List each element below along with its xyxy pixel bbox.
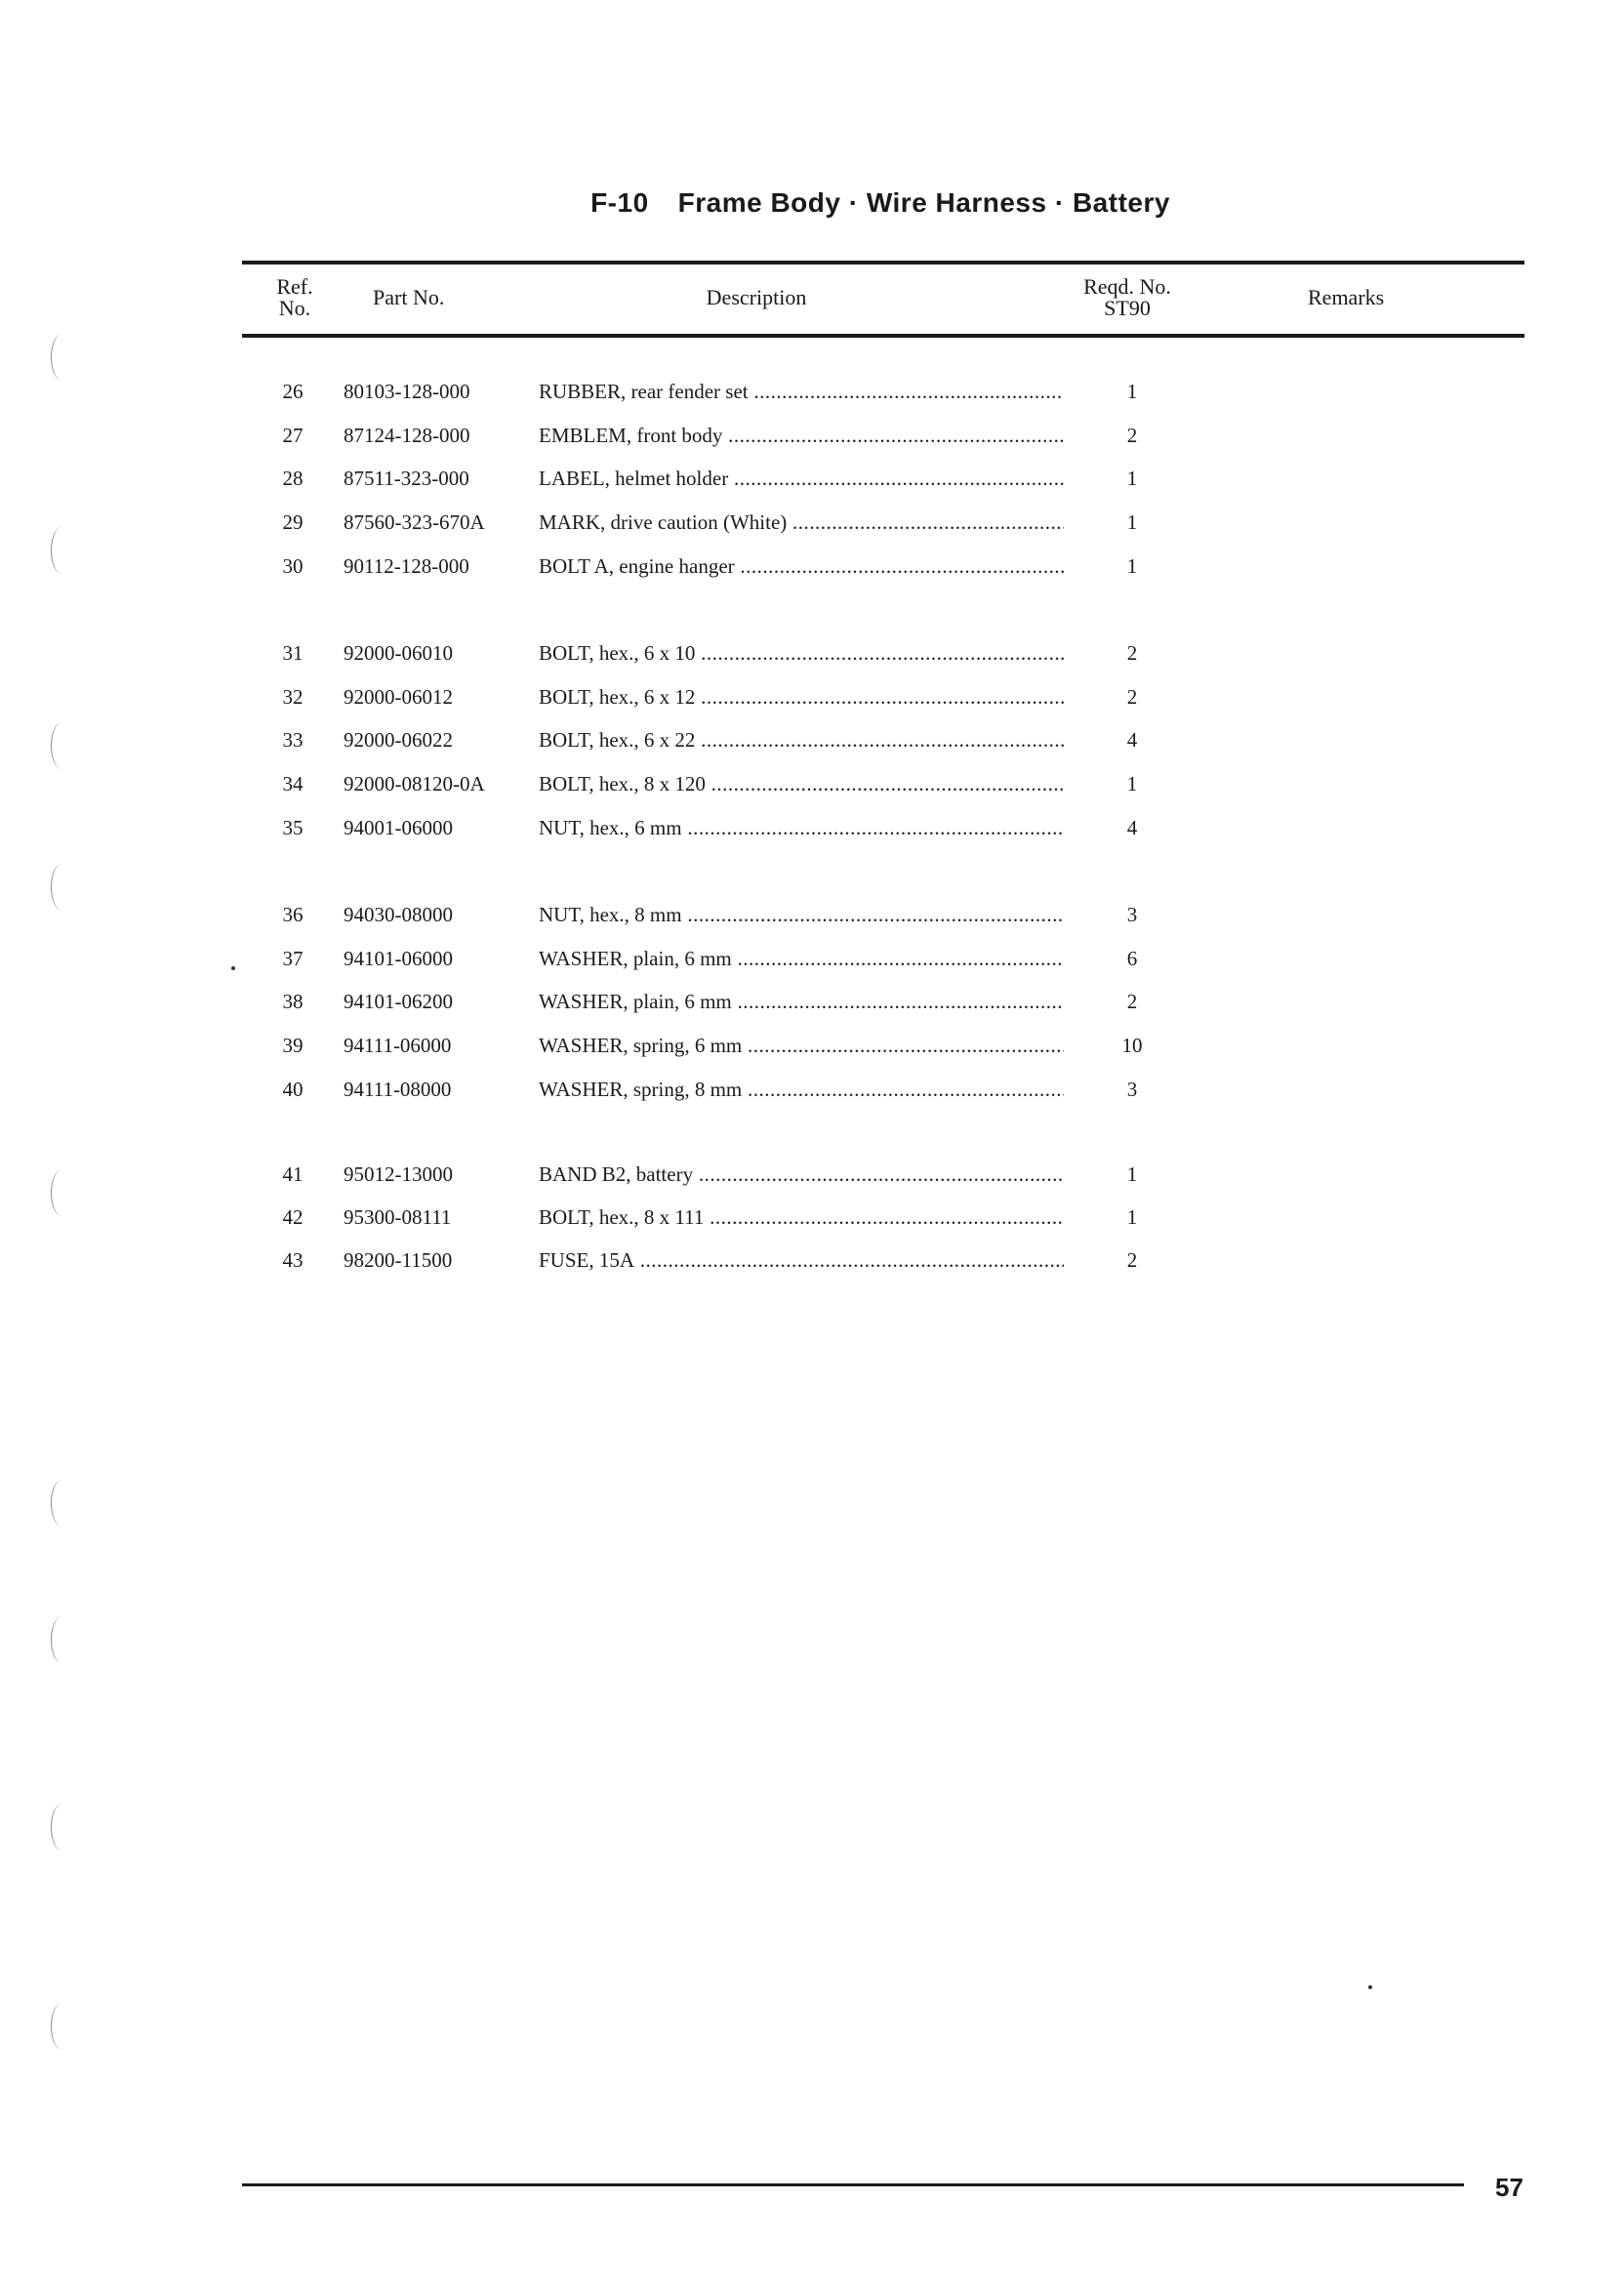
part-description: BOLT A, engine hanger ..... xyxy=(539,554,1064,579)
required-quantity: 10 xyxy=(1121,1034,1143,1057)
ref-number: 36 xyxy=(282,903,304,926)
part-number: 80103-128-000 xyxy=(344,380,470,403)
part-number: 94101-06200 xyxy=(344,990,453,1013)
binder-hole-mark xyxy=(51,1616,73,1663)
part-description: MARK, drive caution (White) ..... xyxy=(539,510,1064,535)
binder-hole-mark xyxy=(51,334,73,381)
part-description: RUBBER, rear fender set ..... xyxy=(539,380,1064,404)
ref-number: 33 xyxy=(282,728,304,752)
part-description: WASHER, plain, 6 mm ..... xyxy=(539,947,1064,971)
ref-number: 27 xyxy=(282,424,304,447)
part-number: 92000-06012 xyxy=(344,685,453,709)
footer-rule xyxy=(242,2183,1464,2186)
binder-hole-mark xyxy=(51,2003,73,2050)
required-quantity: 1 xyxy=(1126,772,1138,795)
ref-number: 32 xyxy=(282,685,304,709)
column-header-description: Description xyxy=(706,285,807,309)
table-row xyxy=(0,424,1624,455)
ref-number: 34 xyxy=(282,772,304,795)
table-row xyxy=(0,1034,1624,1065)
ref-number: 39 xyxy=(282,1034,304,1057)
part-number: 94030-08000 xyxy=(344,903,453,926)
required-quantity: 2 xyxy=(1126,641,1138,665)
ref-number: 35 xyxy=(282,816,304,839)
ref-number: 29 xyxy=(282,510,304,534)
table-row xyxy=(0,380,1624,411)
part-description: BOLT, hex., 6 x 12 ..... xyxy=(539,685,1064,710)
ref-number: 41 xyxy=(282,1162,304,1186)
table-row xyxy=(0,685,1624,716)
column-header-part: Part No. xyxy=(373,285,445,309)
part-description: NUT, hex., 8 mm ..... xyxy=(539,903,1064,927)
part-number: 87124-128-000 xyxy=(344,424,470,447)
table-row xyxy=(0,947,1624,978)
part-number: 87511-323-000 xyxy=(344,467,469,490)
required-quantity: 4 xyxy=(1126,728,1138,752)
stray-dot xyxy=(1368,1985,1372,1989)
ref-number: 37 xyxy=(282,947,304,970)
part-number: 92000-06022 xyxy=(344,728,453,752)
part-description: LABEL, helmet holder ..... xyxy=(539,467,1064,491)
part-number: 94101-06000 xyxy=(344,947,453,970)
ref-number: 40 xyxy=(282,1078,304,1101)
part-description: NUT, hex., 6 mm ..... xyxy=(539,816,1064,840)
part-number: 94111-06000 xyxy=(344,1034,452,1057)
required-quantity: 2 xyxy=(1126,990,1138,1013)
binder-hole-mark xyxy=(51,722,73,769)
part-description: BOLT, hex., 6 x 22 ..... xyxy=(539,728,1064,753)
required-quantity: 1 xyxy=(1126,554,1138,578)
part-number: 94001-06000 xyxy=(344,816,453,839)
table-row xyxy=(0,903,1624,934)
required-quantity: 1 xyxy=(1126,380,1138,403)
required-quantity: 1 xyxy=(1126,467,1138,490)
page-title xyxy=(0,187,1624,219)
stray-dot xyxy=(231,966,235,970)
binder-hole-mark xyxy=(51,864,73,911)
table-row xyxy=(0,1162,1624,1194)
part-description: BAND B2, battery ..... xyxy=(539,1162,1064,1187)
part-description: BOLT, hex., 6 x 10 ..... xyxy=(539,641,1064,666)
required-quantity: 3 xyxy=(1126,903,1138,926)
table-row xyxy=(0,554,1624,586)
table-row xyxy=(0,728,1624,759)
table-row xyxy=(0,1248,1624,1280)
part-number: 98200-11500 xyxy=(344,1248,453,1272)
section-code: F-10 xyxy=(590,187,649,218)
binder-hole-mark xyxy=(51,1480,73,1527)
required-quantity: 2 xyxy=(1126,424,1138,447)
table-row xyxy=(0,816,1624,847)
part-description: WASHER, spring, 6 mm ..... xyxy=(539,1034,1064,1058)
required-quantity: 2 xyxy=(1126,1248,1138,1272)
part-number: 87560-323-670A xyxy=(344,510,485,534)
table-row xyxy=(0,990,1624,1021)
ref-number: 42 xyxy=(282,1205,304,1229)
header-bottom-rule xyxy=(242,334,1524,338)
part-description: WASHER, plain, 6 mm ..... xyxy=(539,990,1064,1014)
binder-hole-mark xyxy=(51,1169,73,1216)
part-description: FUSE, 15A ..... xyxy=(539,1248,1064,1273)
part-description: WASHER, spring, 8 mm ..... xyxy=(539,1078,1064,1102)
ref-number: 30 xyxy=(282,554,304,578)
required-quantity: 1 xyxy=(1126,1205,1138,1229)
required-quantity: 3 xyxy=(1126,1078,1138,1101)
section-title: Frame Body · Wire Harness · Battery xyxy=(677,187,1170,218)
table-row xyxy=(0,641,1624,672)
ref-number: 31 xyxy=(282,641,304,665)
page-number: 57 xyxy=(1495,2173,1523,2202)
table-row xyxy=(0,1205,1624,1237)
part-number: 95300-08111 xyxy=(344,1205,452,1229)
header-top-rule xyxy=(242,261,1524,265)
ref-number: 28 xyxy=(282,467,304,490)
column-header-ref: Ref. No. xyxy=(276,274,313,320)
part-description: BOLT, hex., 8 x 111 ..... xyxy=(539,1205,1064,1230)
table-row xyxy=(0,1078,1624,1109)
table-row xyxy=(0,772,1624,803)
part-number: 92000-06010 xyxy=(344,641,453,665)
required-quantity: 2 xyxy=(1126,685,1138,709)
required-quantity: 6 xyxy=(1126,947,1138,970)
required-quantity: 4 xyxy=(1126,816,1138,839)
column-header-reqd: Reqd. No. ST90 xyxy=(1083,274,1171,320)
table-row xyxy=(0,467,1624,498)
part-number: 94111-08000 xyxy=(344,1078,452,1101)
ref-number: 26 xyxy=(282,380,304,403)
table-row xyxy=(0,510,1624,542)
part-number: 95012-13000 xyxy=(344,1162,453,1186)
binder-hole-mark xyxy=(51,527,73,574)
binder-hole-mark xyxy=(51,1804,73,1851)
ref-number: 43 xyxy=(282,1248,304,1272)
required-quantity: 1 xyxy=(1126,510,1138,534)
column-header-remarks: Remarks xyxy=(1308,285,1385,309)
part-number: 92000-08120-0A xyxy=(344,772,485,795)
ref-number: 38 xyxy=(282,990,304,1013)
required-quantity: 1 xyxy=(1126,1162,1138,1186)
part-description: EMBLEM, front body ..... xyxy=(539,424,1064,448)
part-description: BOLT, hex., 8 x 120 ..... xyxy=(539,772,1064,796)
part-number: 90112-128-000 xyxy=(344,554,469,578)
